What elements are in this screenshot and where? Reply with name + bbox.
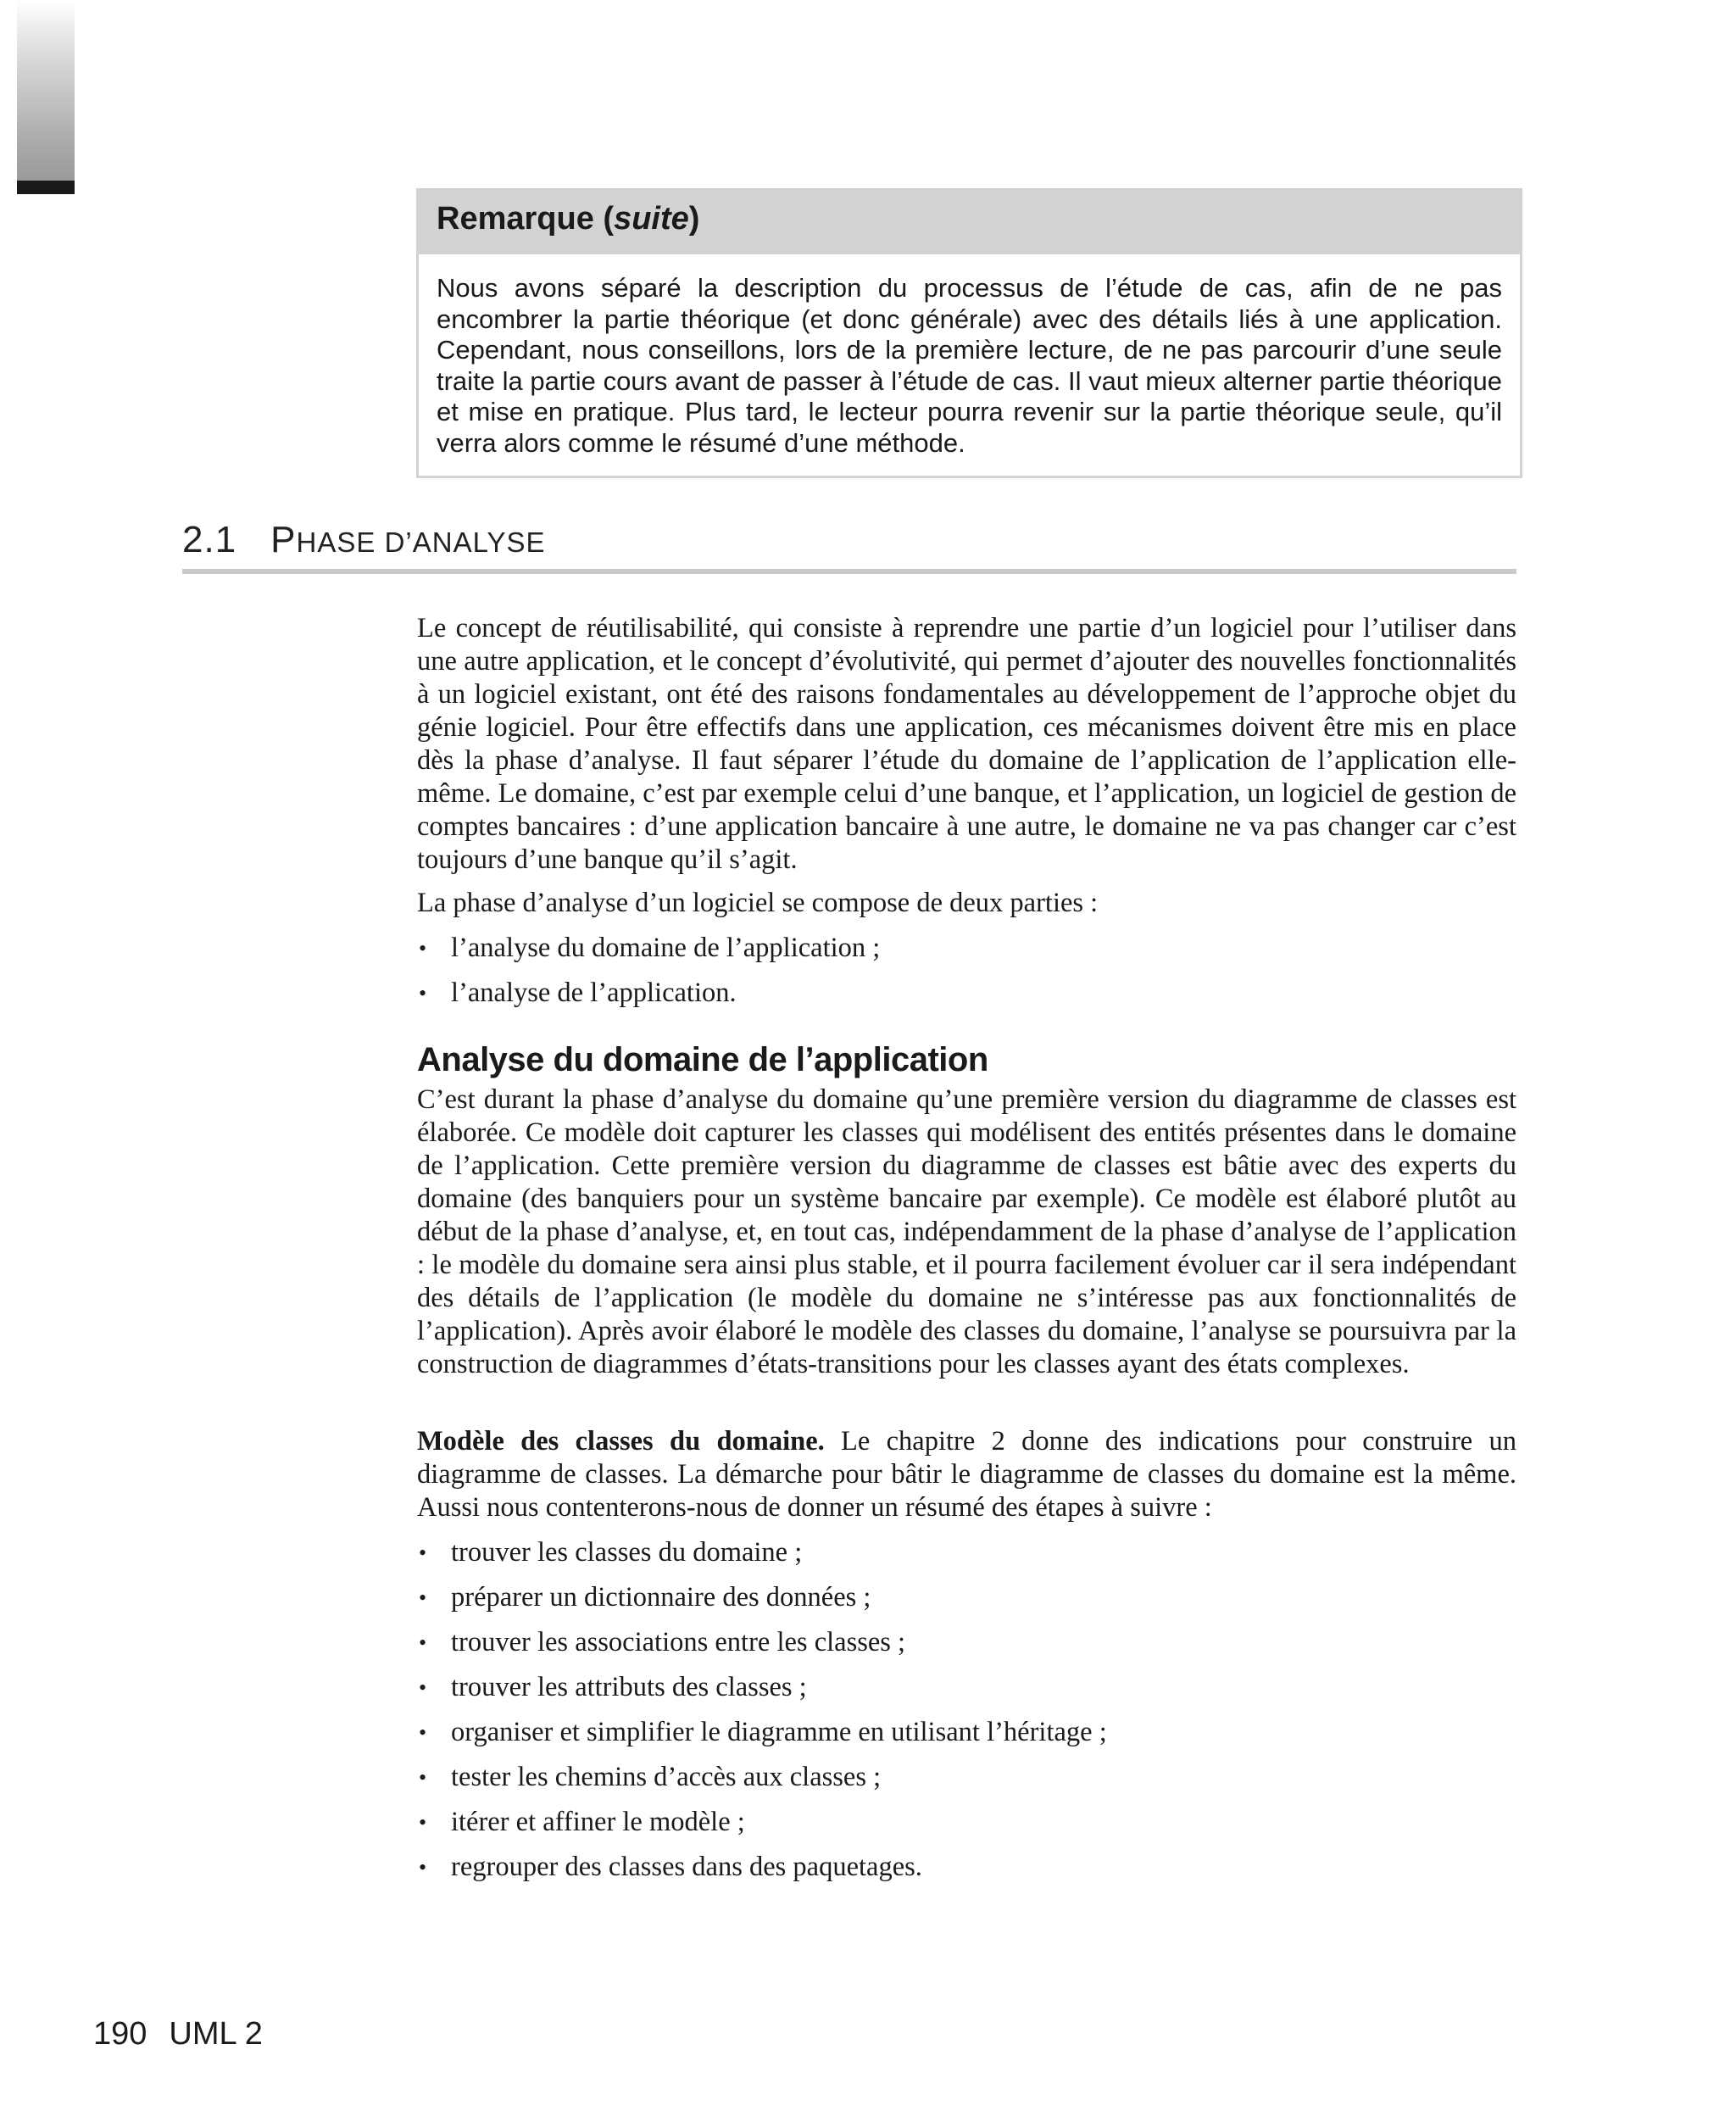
page-footer (93, 2016, 263, 2053)
intro-paragraph: Le concept de réutilisabilité, qui consiste à reprendre une partie d’un logiciel pour l’utiliser dans une autre application, et le concept d’évolutivité, qui permet d’ajouter des nouvelles fonctionnalités à un logiciel existant, ont été des raisons fondamentales au développement de l’approche objet du génie logiciel. Pour être effectifs dans une application, ces mécanismes doivent être mis en place dès la phase d’analyse. Il faut séparer l’étude du domaine de l’application de l’application elle-même. Le domaine, c’est par exemple celui d’une banque, et l’application, un logiciel de gestion de comptes bancaires : d’une application bancaire à une autre, le domaine ne va pas changer car c’est toujours d’une banque qu’il s’agit. (417, 613, 1516, 875)
list-item: • l’analyse de l’application. (419, 978, 737, 1008)
list-item: • trouver les classes du domaine ; (419, 1537, 803, 1568)
list-item: • organiser et simplifier le diagramme en utilisant l’héritage ; (419, 1717, 1107, 1747)
section-title-initial: P (270, 519, 297, 560)
list-item: • regrouper des classes dans des paquetages. (419, 1852, 922, 1882)
list-item: • préparer un dictionnaire des données ; (419, 1582, 871, 1613)
section-title-rest: HASE D’ANALYSE (296, 526, 546, 558)
chapter-tab (17, 0, 75, 181)
model-lead: Modèle des classes du domaine. (417, 1426, 825, 1457)
list-item: • trouver les attributs des classes ; (419, 1672, 807, 1702)
section-heading (182, 519, 546, 561)
bullet: • (419, 1855, 427, 1880)
bullet: • (419, 1675, 427, 1700)
book-title: UML 2 (169, 2016, 263, 2052)
bullet: • (419, 1630, 427, 1655)
bullet: • (419, 1585, 427, 1610)
remark-body: Nous avons séparé la description du processus de l’étude de cas, afin de ne pas encombrer la partie théorique (et donc générale) avec des détails liés à une application. Cependant, nous conseillons, lors de la première lecture, de ne pas parcourir d’une seule traite la partie cours avant de passer à l’étude de cas. Il vaut mieux alterner partie théorique et mise en pratique. Plus tard, le lecteur pourra revenir sur la partie théorique seule, qu’il verra alors comme le résumé d’une méthode. (437, 273, 1502, 458)
main-content (417, 612, 1516, 1896)
list-item: • l’analyse du domaine de l’application ; (419, 933, 881, 963)
remark-box (416, 188, 1522, 478)
section-number: 2.1 (182, 519, 237, 560)
model-paragraph (417, 1425, 1516, 1524)
subheading: Analyse du domaine de l’application (417, 1041, 988, 1078)
list-item: • itérer et affiner le modèle ; (419, 1807, 745, 1837)
section-rule (182, 569, 1516, 574)
bullet: • (419, 1810, 427, 1835)
domain-paragraph: C’est durant la phase d’analyse du domaine qu’une première version du diagramme de classes est élaborée. Ce modèle doit capturer les classes qui modélisent des entités présentes dans le domaine de l’application. Cette première version du diagramme de classes est bâtie avec des experts du domaine (des banquiers pour un système bancaire par exemple). Ce modèle est élaboré plutôt au début de la phase d’analyse, et, en tout cas, indépendamment de la phase d’analyse de l’application : le modèle du domaine sera ainsi plus stable, et il pourra facilement évoluer car il sera indépendant des détails de l’application (le modèle du domaine ne s’intéresse pas aux fonctionnalités de l’application). Après avoir élaboré le modèle des classes du domaine, l’analyse se poursuivra par la construction de diagrammes d’états-transitions pour les classes ayant des états complexes. (417, 1084, 1516, 1379)
parts-list (417, 932, 1516, 1010)
bullet: • (419, 1540, 427, 1565)
bullet: • (419, 981, 427, 1006)
list-item: • trouver les associations entre les classes ; (419, 1627, 906, 1657)
parts-intro: La phase d’analyse d’un logiciel se compose de deux parties : (417, 888, 1099, 918)
remark-title (419, 191, 1520, 254)
chapter-tab-bar (17, 181, 75, 194)
remark-title-end: ) (688, 201, 700, 237)
page-number: 190 (93, 2016, 147, 2052)
bullet: • (419, 1720, 427, 1745)
model-paragraph-text: Le chapitre 2 donne des indications pour construire un diagramme de classes. La démarche pour bâtir le diagramme de classes du domaine est la même. Aussi nous contenterons-nous de donner un résumé des étapes à suivre : (417, 1426, 1516, 1523)
bullet: • (419, 1765, 427, 1790)
list-item: • tester les chemins d’accès aux classes ; (419, 1762, 882, 1792)
steps-list (417, 1536, 1516, 1884)
remark-title-text: Remarque ( (437, 201, 615, 237)
remark-title-italic: suite (614, 201, 689, 237)
bullet: • (419, 936, 427, 961)
